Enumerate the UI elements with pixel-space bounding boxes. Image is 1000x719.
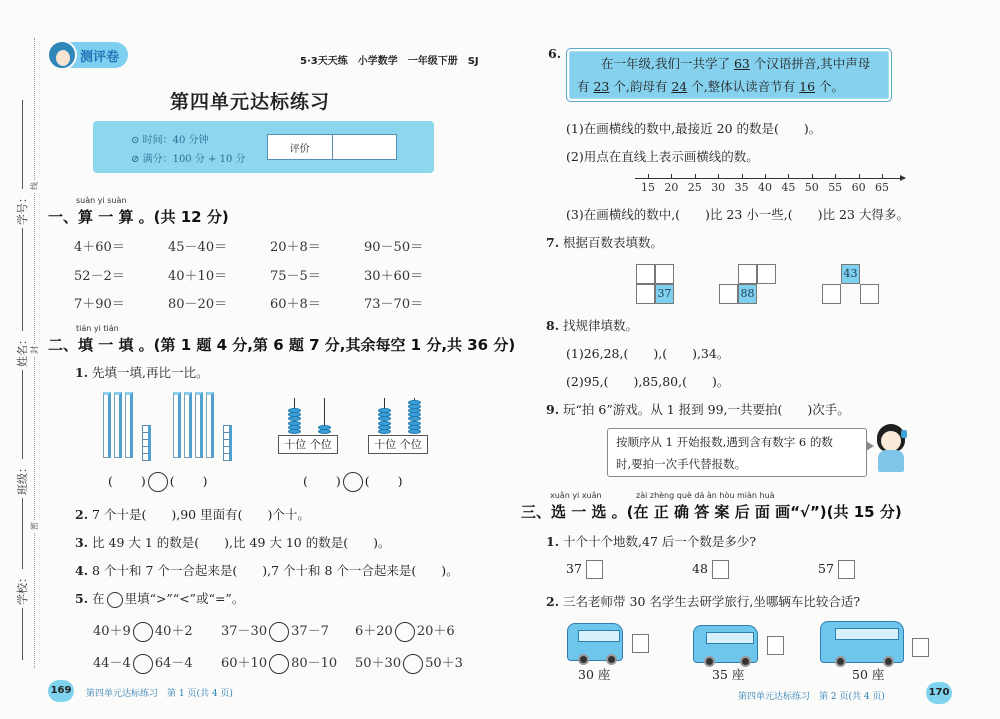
check-circle-icon: ⊘ <box>131 154 140 165</box>
base-ten-rods-right <box>173 392 243 462</box>
series-title: 5·3天天练 小学数学 一年级下册 SJ <box>300 56 479 67</box>
left-expression: 40＋9 <box>93 624 131 639</box>
blank-cell[interactable] <box>757 264 776 284</box>
q6-info-box <box>566 48 892 102</box>
abacus-place-label: 十位 个位 <box>368 435 428 454</box>
unit-cubes <box>223 425 232 461</box>
section2-heading: 二、填 一 填 。(第 1 题 4 分,第 6 题 7 分,其余每空 1 分,共 36 分) <box>48 336 516 354</box>
compare-item <box>355 652 463 674</box>
compare-item <box>93 652 193 674</box>
q8-sub1: (1)26,28,( ),( ),34。 <box>566 346 730 361</box>
abacus-bead <box>318 425 331 430</box>
number-line-label: 45 <box>781 181 796 194</box>
underlined-number: 24 <box>671 79 688 94</box>
section1-heading: 一、算 一 算 。(共 12 分) <box>48 208 229 226</box>
section3-pinyin-1: xuǎn yi xuǎn <box>550 491 602 500</box>
question-2-4: 4. 8 个十和 7 个一合起来是( ),7 个十和 8 个一合起来是( )。 <box>75 563 459 578</box>
number-line-label: 40 <box>758 181 772 194</box>
number-line-tick <box>882 174 883 179</box>
section1-pinyin: suàn yi suàn <box>76 196 127 205</box>
answer-checkbox-30[interactable] <box>632 634 649 653</box>
ten-rod <box>125 392 133 458</box>
compare-circle[interactable] <box>148 472 168 492</box>
abacus-left <box>278 398 342 454</box>
answer-checkbox[interactable] <box>586 560 603 579</box>
compare-circle[interactable] <box>403 654 423 674</box>
number-line-tick <box>648 174 649 179</box>
underlined-number: 63 <box>733 56 750 71</box>
number-line-label: 15 <box>641 181 655 194</box>
section3-heading: 三、选 一 选 。(在 正 确 答 案 后 面 画“√”)(共 15 分) <box>521 503 902 521</box>
compare-item <box>93 620 193 642</box>
given-cell: 37 <box>655 284 674 304</box>
binding-mark-secret: 密 <box>30 522 39 530</box>
right-expression: 80－10 <box>291 656 338 671</box>
given-cell: 43 <box>841 264 860 284</box>
girl-hair-bow <box>901 430 907 438</box>
question-9: 9. 玩“拍 6”游戏。从 1 报到 99,一共要拍( )次手。 <box>546 402 850 417</box>
calc-problem[interactable]: 30＋60＝ <box>364 269 424 284</box>
bus-50-label: 50 座 <box>852 667 885 682</box>
number-line-label: 65 <box>875 181 889 194</box>
question-2-3: 3. 比 49 大 1 的数是( ),比 49 大 10 的数是( )。 <box>75 535 391 550</box>
compare-item <box>221 652 337 674</box>
q6-line1: 在一年级,我们一共学了 63 个汉语拼音,其中声母 <box>601 56 871 71</box>
circle-symbol-icon <box>107 592 123 608</box>
compare-circle[interactable] <box>133 622 153 642</box>
right-expression: 64－4 <box>154 656 193 671</box>
abacus-bead <box>378 421 391 426</box>
compare-circle[interactable] <box>269 654 289 674</box>
girl-face <box>881 431 901 451</box>
q6-sub1: (1)在画横线的数中,最接近 20 的数是( )。 <box>566 121 822 136</box>
q6-sub2: (2)用点在直线上表示画横线的数。 <box>566 149 759 164</box>
calc-problem[interactable]: 90－50＝ <box>364 240 424 255</box>
number-line-tick <box>859 174 860 179</box>
footer-left-text: 第四单元达标练习 第 1 页(共 4 页) <box>86 689 233 699</box>
number-line-label: 30 <box>711 181 726 194</box>
blank-cell[interactable] <box>860 284 879 304</box>
q6-line2: 有 23 个,韵母有 24 个,整体认读音节有 16 个。 <box>577 79 845 94</box>
blank-cell[interactable] <box>822 284 841 304</box>
number-line-label: 25 <box>687 181 702 194</box>
question-8: 8. 找规律填数。 <box>546 318 639 333</box>
hint-speech-bubble: 按顺序从 1 开始报数,遇到含有数字 6 的数 时,要拍一次手代替报数。 <box>607 428 867 477</box>
underlined-number: 16 <box>799 79 816 94</box>
left-expression: 37－30 <box>221 624 268 639</box>
section3-pinyin-2: zài zhèng què dá àn hòu miàn huà <box>636 491 775 500</box>
blank-cell[interactable] <box>719 284 738 304</box>
full-score: ⊘ 满分：100 分 + 10 分 <box>131 154 246 165</box>
ten-rod <box>114 392 122 458</box>
number-line-tick <box>812 174 813 179</box>
question-2-1: 1. 先填一填,再比一比。 <box>75 365 209 380</box>
blank-cell[interactable] <box>636 284 655 304</box>
clock-icon: ⊙ <box>131 135 140 146</box>
right-expression: 50＋3 <box>425 656 463 671</box>
bus-35-label: 35 座 <box>712 667 745 682</box>
evaluation-label: 评价 <box>268 135 333 159</box>
abacus-bead <box>408 421 421 426</box>
evaluation-field[interactable] <box>333 135 397 159</box>
page-title: 第四单元达标练习 <box>169 91 330 113</box>
question-7: 7. 根据百数表填数。 <box>546 235 664 250</box>
option-57[interactable]: 57 <box>818 560 855 579</box>
question-2-5: 5. 在 里填“>”“<”或“=”。 <box>75 591 245 606</box>
ten-rod <box>184 392 192 458</box>
option-37[interactable]: 37 <box>566 560 603 579</box>
compare-item <box>355 620 455 642</box>
abacus-place-label: 十位 个位 <box>278 435 338 454</box>
calc-problem[interactable]: 73－70＝ <box>364 297 424 312</box>
school-label: 学校： <box>14 569 30 608</box>
calc-problem[interactable]: 20＋8＝ <box>270 240 321 255</box>
binding-mark-line: 线 <box>30 182 39 190</box>
compare-blank-rods[interactable]: ( ) ( ) <box>108 472 208 492</box>
blank-cell[interactable] <box>738 264 757 284</box>
number-line-label: 60 <box>851 181 866 194</box>
blank-cell[interactable] <box>655 264 674 284</box>
logo-mascot-icon <box>47 40 77 70</box>
calc-problem[interactable]: 60＋8＝ <box>270 297 321 312</box>
girl-body <box>878 450 904 472</box>
calc-problem[interactable]: 40＋10＝ <box>168 269 228 284</box>
speech-bubble-tail <box>866 441 874 451</box>
bus-50-seat-icon <box>820 621 904 663</box>
blank-cell[interactable] <box>636 264 655 284</box>
abacus-bead <box>408 400 421 405</box>
calc-problem[interactable]: 80－20＝ <box>168 297 228 312</box>
number-line-tick <box>695 174 696 179</box>
calc-problem[interactable]: 7＋90＝ <box>74 297 125 312</box>
given-cell: 88 <box>738 284 757 304</box>
name-label: 姓名： <box>14 331 30 370</box>
abacus-right <box>368 398 432 454</box>
number-line-tick <box>835 174 836 179</box>
base-ten-rods-left <box>103 392 163 462</box>
compare-circle[interactable] <box>343 472 363 492</box>
unit-cubes <box>142 425 151 461</box>
number-line-label: 20 <box>664 181 679 194</box>
number-line-label: 35 <box>734 181 749 194</box>
number-line-tick <box>742 174 743 179</box>
option-48[interactable]: 48 <box>692 560 729 579</box>
question-2-2: 2. 7 个十是( ),90 里面有( )个十。 <box>75 507 310 522</box>
right-expression: 37－7 <box>291 624 329 639</box>
time-limit: ⊙ 时间：40 分钟 <box>131 135 209 146</box>
number-line-arrow-icon <box>900 175 906 181</box>
number-line-label: 55 <box>828 181 843 194</box>
compare-item <box>221 620 329 642</box>
bus-30-seat-icon <box>567 623 623 661</box>
student-number-label: 学号： <box>14 189 30 228</box>
evaluation-table <box>267 134 397 160</box>
ten-rod <box>173 392 181 458</box>
ten-rod <box>206 392 214 458</box>
q6-number: 6. <box>548 46 562 61</box>
number-line-tick <box>788 174 789 179</box>
left-expression: 50＋30 <box>355 656 402 671</box>
q6-sub3: (3)在画横线的数中,( )比 23 小一些,( )比 23 大得多。 <box>566 207 909 222</box>
compare-circle[interactable] <box>269 622 289 642</box>
number-line-tick <box>718 174 719 179</box>
q8-sub2: (2)95,( ),85,80,( )。 <box>566 374 730 389</box>
number-line-label: 50 <box>804 181 819 194</box>
question-3-2: 2. 三名老师带 30 名学生去研学旅行,坐哪辆车比较合适? <box>546 594 861 609</box>
abacus-bead <box>288 421 301 426</box>
left-expression: 6＋20 <box>355 624 393 639</box>
calc-problem[interactable]: 4＋60＝ <box>74 240 125 255</box>
binding-mark-seal: 封 <box>30 346 39 354</box>
compare-circle[interactable] <box>133 654 153 674</box>
answer-checkbox[interactable] <box>838 560 855 579</box>
answer-checkbox-50[interactable] <box>912 638 929 657</box>
footer-right-text: 第四单元达标练习 第 2 页(共 4 页) <box>738 692 885 702</box>
logo-text: 测评卷 <box>80 50 120 65</box>
ten-rod <box>103 392 111 458</box>
right-expression: 20＋6 <box>416 624 455 639</box>
abacus-bead <box>378 408 391 413</box>
bus-35-seat-icon <box>693 625 758 663</box>
calc-problem[interactable]: 52－2＝ <box>74 269 125 284</box>
answer-checkbox[interactable] <box>712 560 729 579</box>
compare-circle[interactable] <box>395 622 415 642</box>
answer-checkbox-35[interactable] <box>767 636 784 655</box>
underlined-number: 23 <box>593 79 610 94</box>
section2-pinyin: tián yi tián <box>76 324 119 333</box>
bus-30-label: 30 座 <box>578 667 611 682</box>
question-3-1: 1. 十个十个地数,47 后一个数是多少? <box>546 534 757 549</box>
number-line-tick <box>765 174 766 179</box>
class-label: 班级： <box>14 459 30 498</box>
right-expression: 40＋2 <box>154 624 193 639</box>
page-number-left: 169 <box>48 680 74 702</box>
left-expression: 44－4 <box>93 656 131 671</box>
calc-problem[interactable]: 45－40＝ <box>168 240 228 255</box>
compare-blank-abacus[interactable]: ( ) ( ) <box>303 472 403 492</box>
number-line-tick <box>671 174 672 179</box>
calc-problem[interactable]: 75－5＝ <box>270 269 321 284</box>
ten-rod <box>195 392 203 458</box>
page-number-right: 170 <box>926 682 952 704</box>
left-expression: 60＋10 <box>221 656 268 671</box>
abacus-bead <box>288 408 301 413</box>
number-line[interactable] <box>635 178 905 179</box>
